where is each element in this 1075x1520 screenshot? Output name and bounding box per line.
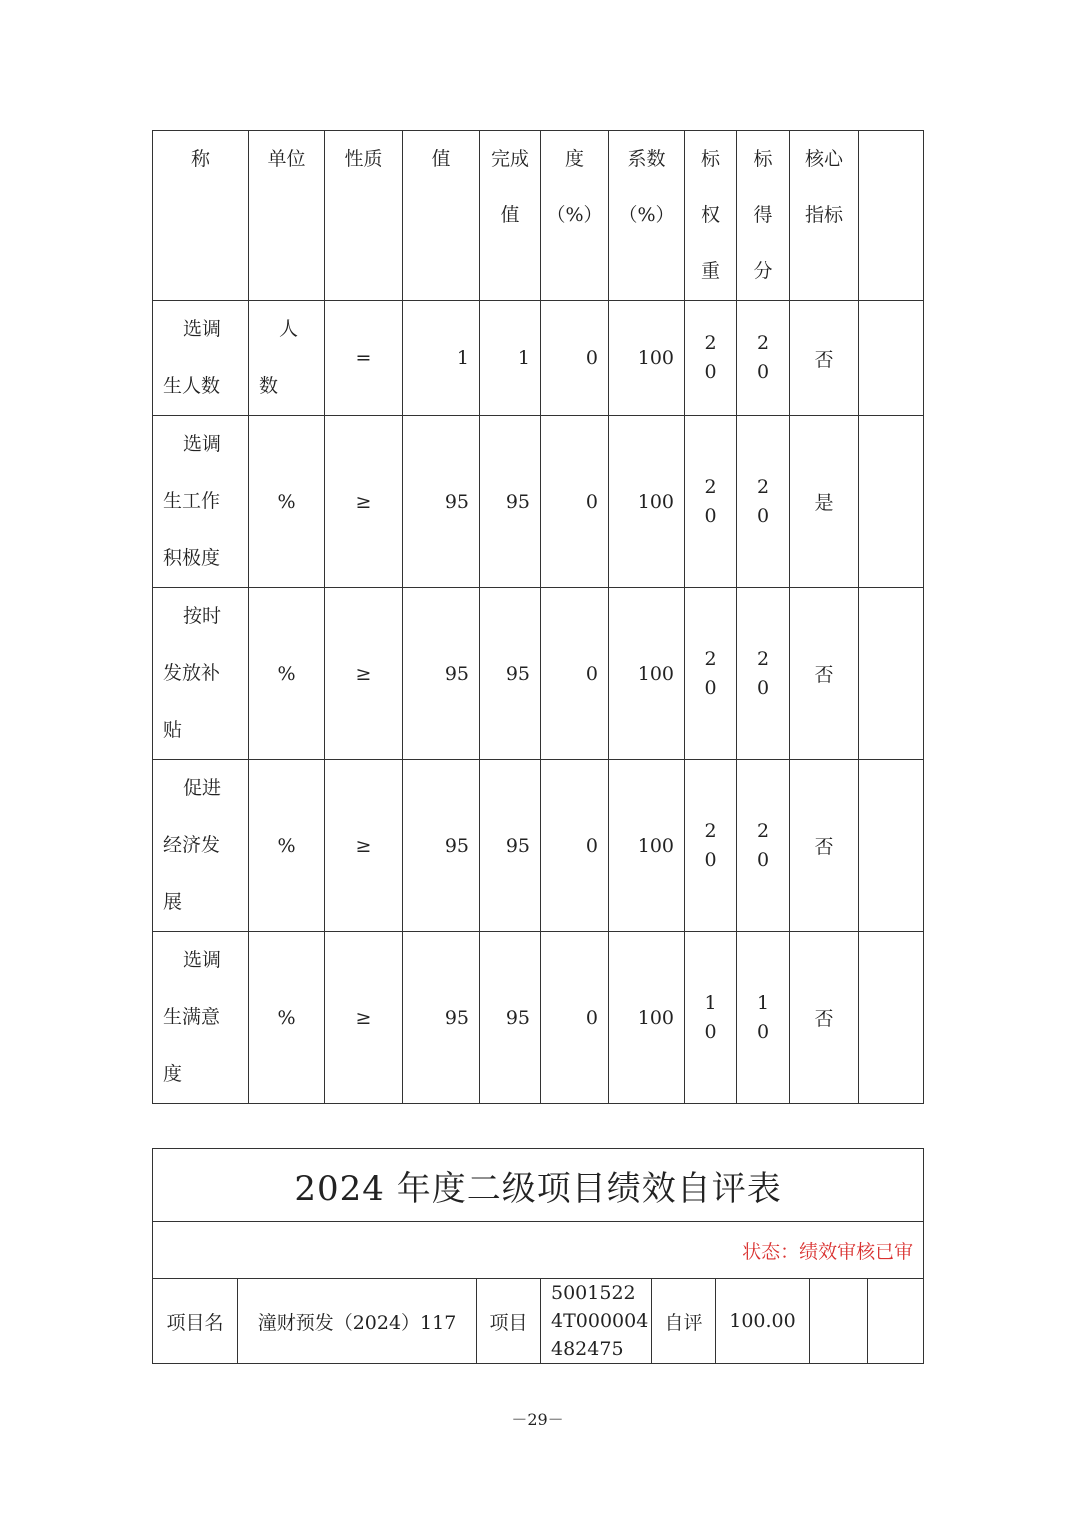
indicator-name: 选调 生满意 度: [153, 932, 249, 1104]
table-row: [153, 416, 924, 588]
coefficient-value: 100: [609, 760, 685, 932]
header-cell: 性质: [325, 131, 403, 301]
completed-value: 95: [480, 588, 541, 760]
project-name-value: 潼财预发（2024）117: [238, 1279, 477, 1364]
header-cell: 核心 指标: [790, 131, 859, 301]
header-cell: 标 权 重: [685, 131, 737, 301]
header-cell: 值: [403, 131, 480, 301]
empty-cell: [859, 760, 924, 932]
coefficient-value: 100: [609, 932, 685, 1104]
nature-cell: ≥: [325, 760, 403, 932]
indicator-name: 选调 生人数: [153, 301, 249, 416]
status-text: 状态：绩效审核已审: [153, 1222, 924, 1279]
degree-value: 0: [541, 416, 609, 588]
nature-cell: ≥: [325, 932, 403, 1104]
target-value: 95: [403, 588, 480, 760]
project-code-value: 5001522 4T000004 482475: [541, 1279, 652, 1364]
unit-cell: 人 数: [249, 301, 325, 416]
header-cell: 系数 （%）: [609, 131, 685, 301]
header-cell: [859, 131, 924, 301]
nature-cell: =: [325, 301, 403, 416]
degree-value: 0: [541, 588, 609, 760]
completed-value: 95: [480, 932, 541, 1104]
empty-cell: [859, 588, 924, 760]
header-cell: 单位: [249, 131, 325, 301]
coefficient-value: 100: [609, 301, 685, 416]
project-code-label: 项目: [477, 1279, 541, 1364]
coefficient-value: 100: [609, 416, 685, 588]
header-cell: 完成 值: [480, 131, 541, 301]
unit-cell: %: [249, 416, 325, 588]
weight-cell: 2 0: [685, 760, 737, 932]
core-indicator: 否: [790, 588, 859, 760]
empty-cell: [859, 301, 924, 416]
score-cell: 2 0: [737, 760, 790, 932]
nature-cell: ≥: [325, 588, 403, 760]
target-value: 95: [403, 416, 480, 588]
unit-cell: %: [249, 588, 325, 760]
empty-cell: [868, 1279, 924, 1364]
completed-value: 95: [480, 760, 541, 932]
empty-cell: [810, 1279, 868, 1364]
table-row: [153, 301, 924, 416]
indicator-name: 按时 发放补 贴: [153, 588, 249, 760]
self-eval-score: 100.00: [716, 1279, 810, 1364]
core-indicator: 否: [790, 760, 859, 932]
form-title: 2024 年度二级项目绩效自评表: [153, 1149, 924, 1222]
unit-cell: %: [249, 760, 325, 932]
score-cell: 1 0: [737, 932, 790, 1104]
nature-cell: ≥: [325, 416, 403, 588]
target-value: 1: [403, 301, 480, 416]
completed-value: 1: [480, 301, 541, 416]
unit-cell: %: [249, 932, 325, 1104]
completed-value: 95: [480, 416, 541, 588]
header-cell: 称: [153, 131, 249, 301]
target-value: 95: [403, 932, 480, 1104]
self-eval-label: 自评: [652, 1279, 716, 1364]
weight-cell: 2 0: [685, 416, 737, 588]
score-cell: 2 0: [737, 416, 790, 588]
header-cell: 度 （%）: [541, 131, 609, 301]
table-row: [153, 760, 924, 932]
score-cell: 2 0: [737, 301, 790, 416]
empty-cell: [859, 416, 924, 588]
degree-value: 0: [541, 760, 609, 932]
weight-cell: 2 0: [685, 301, 737, 416]
table-row: [153, 932, 924, 1104]
coefficient-value: 100: [609, 588, 685, 760]
self-evaluation-table: [152, 1148, 924, 1364]
indicator-name: 选调 生工作 积极度: [153, 416, 249, 588]
degree-value: 0: [541, 301, 609, 416]
table-row: [153, 588, 924, 760]
score-cell: 2 0: [737, 588, 790, 760]
empty-cell: [859, 932, 924, 1104]
performance-indicator-table: [152, 130, 924, 1104]
core-indicator: 是: [790, 416, 859, 588]
header-cell: 标 得 分: [737, 131, 790, 301]
degree-value: 0: [541, 932, 609, 1104]
indicator-name: 促进 经济发 展: [153, 760, 249, 932]
target-value: 95: [403, 760, 480, 932]
table-header-row: [153, 131, 924, 301]
page-number: －29－: [511, 1410, 564, 1429]
core-indicator: 否: [790, 932, 859, 1104]
weight-cell: 1 0: [685, 932, 737, 1104]
project-name-label: 项目名: [153, 1279, 238, 1364]
core-indicator: 否: [790, 301, 859, 416]
weight-cell: 2 0: [685, 588, 737, 760]
